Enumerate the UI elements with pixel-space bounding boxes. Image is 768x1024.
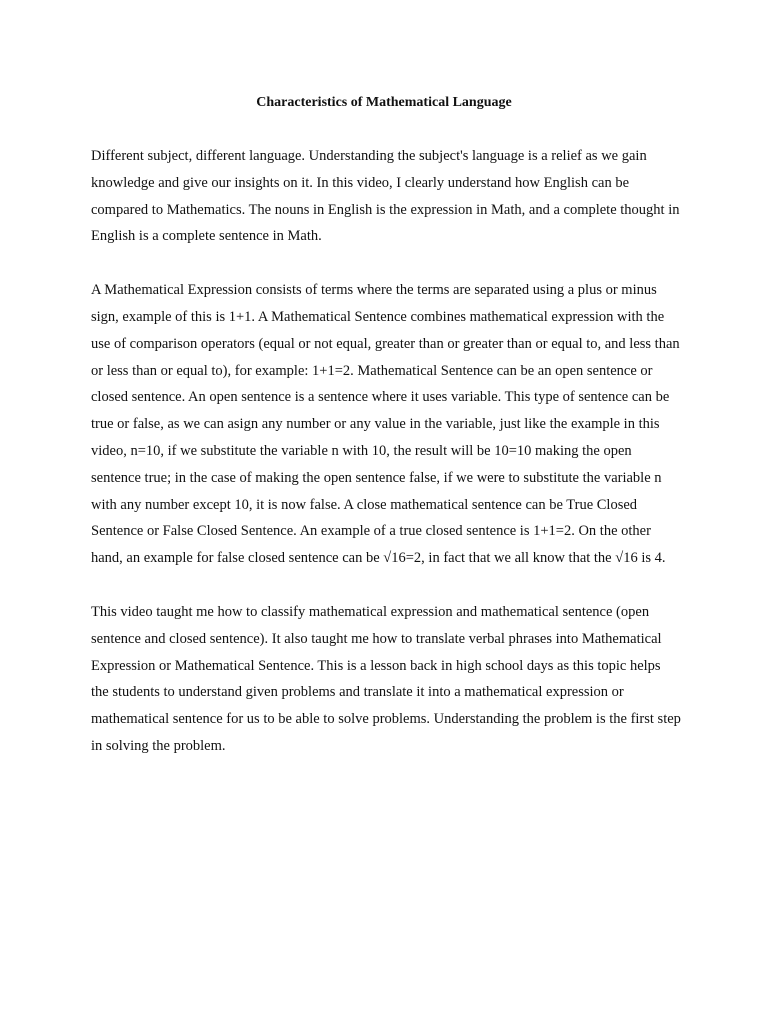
paragraph-conclusion: This video taught me how to classify mathematical expression and mathematical sentence (open sentence and closed sentence). It also taught me how to translate verbal phrases into Mathematical Expression or Mathematical Sentence. This is a lesson back in high school days as this topic helps the students to understand given problems and translate it into a mathematical expression or mathematical sentence for us to be able to solve problems. Understanding the problem is the first step in solving the problem. xyxy=(91,603,681,754)
paragraph-intro: Different subject, different language. Understanding the subject's language is a relief as we gain knowledge and give our insights on it. In this video, I clearly understand how English can be compared to Mathematics. The nouns in English is the expression in Math, and a complete thought in English is a complete sentence in Math. xyxy=(91,148,680,245)
document-title: Characteristics of Mathematical Language xyxy=(256,95,512,110)
paragraph-expressions: A Mathematical Expression consists of terms where the terms are separated using a plus or minus sign, example of this is 1+1. A Mathematical Sentence combines mathematical expression with the use of comparison operators (equal or not equal, greater than or greater than or equal to, and less than or less than or equal to), for example: 1+1=2. Mathematical Sentence can be an open sentence or closed sentence. An open sentence is a sentence where it uses variable. This type of sentence can be true or false, as we can asign any number or any value in the variable, just like the example in this video, n=10, if we substitute the variable n with 10, the result will be 10=10 making the open sentence true; in the case of making the open sentence false, if we were to substitute the variable n with any number except 10, it is now false. A close mathematical sentence can be True Closed Sentence or False Closed Sentence. An example of a true closed sentence is 1+1=2. On the other hand, an example for false closed sentence can be √16=2, in fact that we all know that the √16 is 4. xyxy=(91,282,680,567)
document-body xyxy=(91,143,681,787)
